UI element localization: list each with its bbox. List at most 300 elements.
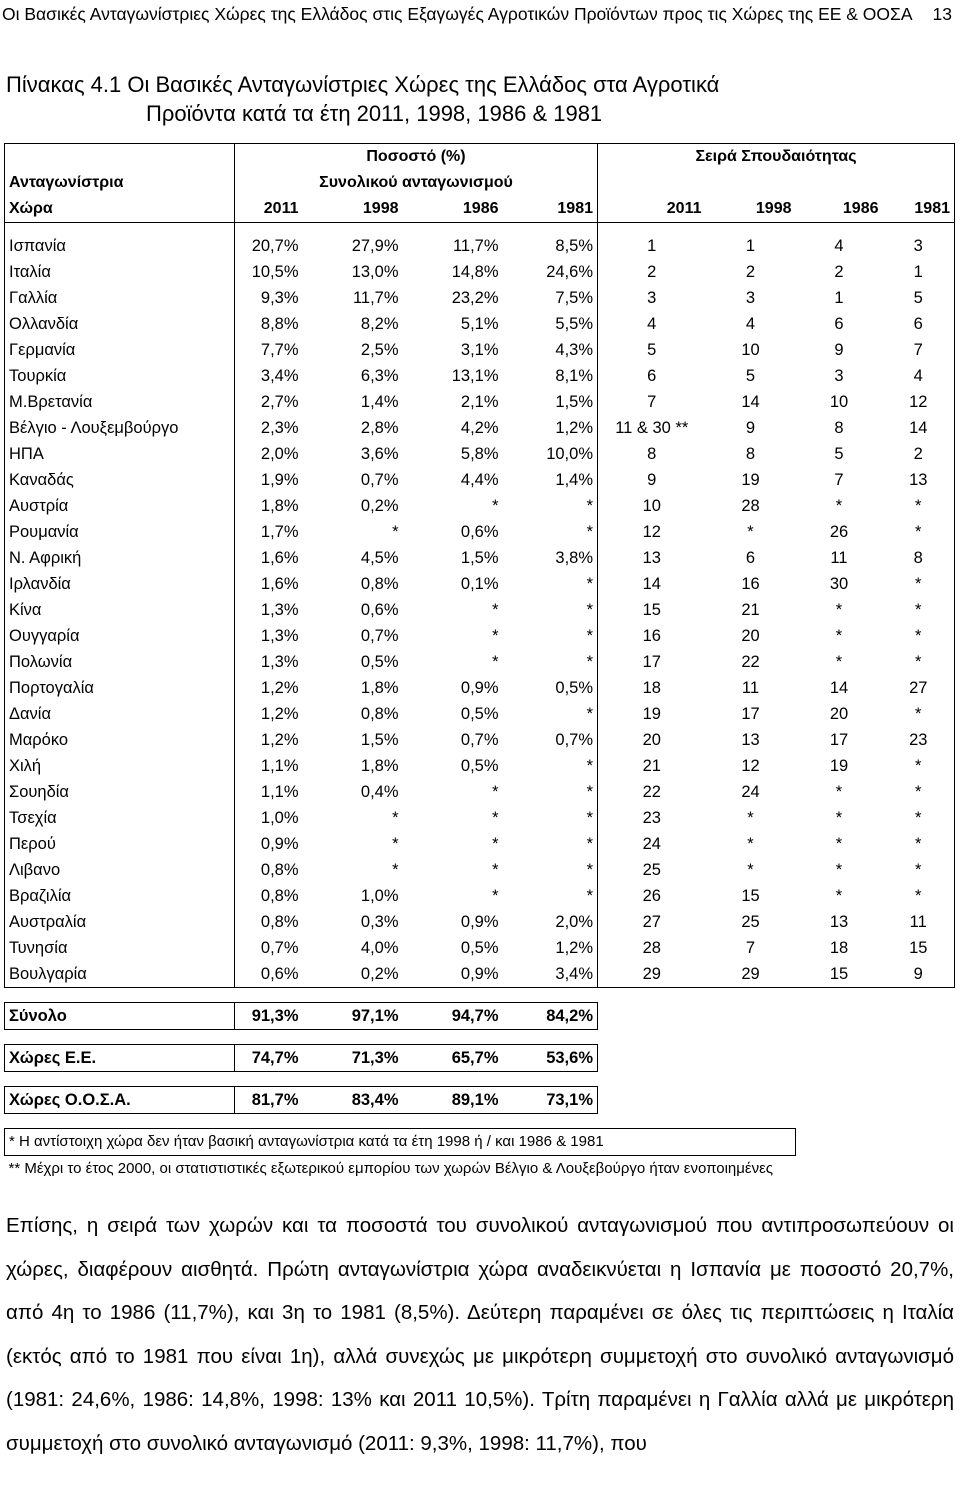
share-cell: 1,4%: [360, 393, 399, 411]
rank-cell: 26: [598, 883, 706, 909]
country-cell: Περού: [5, 831, 235, 857]
rank-cell: 8: [883, 545, 955, 571]
share-cell: 1,2%: [555, 419, 593, 437]
table-row: [5, 623, 955, 649]
table-row: [5, 883, 955, 909]
total-value: 84,2%: [503, 1003, 598, 1030]
share-cell: 1,6%: [235, 571, 303, 597]
rank-cell: 22: [741, 653, 760, 671]
total-value: 83,4%: [303, 1087, 403, 1114]
share-cell: 0,1%: [460, 575, 499, 593]
rank-cell: *: [883, 805, 955, 831]
footnote-row: [5, 1129, 955, 1156]
rank-cell: 29: [598, 961, 706, 988]
total-row: [5, 1003, 955, 1030]
share-cell: *: [586, 861, 593, 879]
rank-cell: *: [747, 809, 754, 827]
rank-cell: 13: [741, 731, 760, 749]
share-cell: 3,4%: [235, 363, 303, 389]
country-cell: Πορτογαλία: [5, 675, 235, 701]
total-value: 53,6%: [503, 1045, 598, 1072]
share-cell: 6,3%: [360, 367, 399, 385]
total-value: 73,1%: [503, 1087, 598, 1114]
header-year: 1998: [303, 196, 403, 223]
rank-cell: 7: [598, 389, 706, 415]
rank-cell: *: [883, 701, 955, 727]
rank-cell: 18: [829, 939, 849, 957]
rank-cell: 10: [741, 341, 760, 359]
rank-cell: *: [747, 523, 754, 541]
rank-cell: 19: [741, 471, 760, 489]
rank-cell: 17: [598, 649, 706, 675]
running-header: [0, 0, 956, 28]
total-value: 81,7%: [235, 1087, 303, 1114]
competitor-countries-table: [4, 143, 955, 1182]
rank-cell: 14: [598, 571, 706, 597]
header-year: 1986: [403, 196, 503, 223]
country-cell: Ολλανδία: [5, 311, 235, 337]
rank-cell: 17: [741, 705, 760, 723]
share-cell: *: [392, 861, 399, 879]
share-cell: 4,4%: [460, 471, 499, 489]
table-caption-line2: Προϊόντα κατά τα έτη 2011, 1998, 1986 & 1981: [146, 101, 603, 126]
share-cell: *: [586, 523, 593, 541]
share-cell: *: [492, 835, 499, 853]
rank-cell: 25: [598, 857, 706, 883]
share-cell: 11,7%: [352, 289, 399, 307]
share-cell: *: [586, 809, 593, 827]
share-cell: 0,8%: [360, 705, 399, 723]
rank-cell: 20: [741, 627, 760, 645]
footnote: ** Μέχρι το έτος 2000, οι στατιστιστικές εξωτερικού εμπορίου των χωρών Βέλγιο & Λουξεβούργο ήταν ενοποιημένες: [8, 1160, 774, 1177]
rank-cell: *: [883, 597, 955, 623]
rank-cell: 10: [829, 393, 849, 411]
table-row: [5, 285, 955, 311]
rank-cell: *: [835, 627, 843, 645]
rank-cell: 9: [598, 467, 706, 493]
rank-cell: 8: [745, 445, 756, 463]
rank-cell: *: [883, 649, 955, 675]
rank-cell: 3: [883, 233, 955, 259]
share-cell: 4,0%: [360, 939, 399, 957]
rank-cell: 5: [834, 445, 844, 463]
share-cell: 5,5%: [555, 315, 593, 333]
table-row: [5, 493, 955, 519]
share-cell: 2,0%: [235, 441, 303, 467]
share-cell: *: [392, 809, 399, 827]
total-value: 65,7%: [403, 1045, 503, 1072]
share-cell: 7,7%: [235, 337, 303, 363]
rank-cell: 6: [598, 363, 706, 389]
rank-cell: 14: [741, 393, 760, 411]
share-cell: 0,7%: [235, 935, 303, 961]
rank-cell: 23: [883, 727, 955, 753]
rank-cell: *: [883, 623, 955, 649]
share-cell: *: [492, 627, 499, 645]
share-cell: 1,3%: [235, 649, 303, 675]
table-row: [5, 571, 955, 597]
share-cell: 1,2%: [235, 675, 303, 701]
rank-cell: 15: [598, 597, 706, 623]
country-cell: Γαλλία: [5, 285, 235, 311]
rank-cell: *: [747, 861, 754, 879]
rank-cell: 21: [741, 601, 760, 619]
share-cell: *: [586, 705, 593, 723]
country-cell: Βραζιλία: [5, 883, 235, 909]
share-cell: 1,5%: [460, 549, 499, 567]
footnote: * Η αντίστοιχη χώρα δεν ήταν βασική ανταγωνίστρια κατά τα έτη 1998 ή / και 1986 & 1981: [5, 1129, 796, 1156]
share-cell: 0,4%: [360, 783, 399, 801]
share-cell: 8,8%: [235, 311, 303, 337]
share-cell: 8,5%: [555, 237, 593, 255]
share-cell: *: [586, 627, 593, 645]
header-year: 1998: [706, 196, 796, 223]
header-row-1: [5, 144, 955, 171]
rank-cell: 28: [741, 497, 760, 515]
rank-cell: 9: [883, 961, 955, 988]
share-cell: 2,5%: [360, 341, 399, 359]
rank-cell: 11: [741, 679, 760, 697]
share-cell: 0,9%: [460, 913, 499, 931]
table-row: [5, 389, 955, 415]
rank-cell: 14: [883, 415, 955, 441]
table-row: [5, 233, 955, 259]
share-cell: *: [392, 523, 399, 541]
share-cell: *: [392, 835, 399, 853]
rank-cell: *: [883, 753, 955, 779]
share-cell: *: [492, 887, 499, 905]
rank-cell: 9: [745, 419, 756, 437]
share-cell: *: [492, 861, 499, 879]
share-cell: 0,5%: [360, 653, 399, 671]
share-cell: 8,1%: [555, 367, 593, 385]
share-cell: 1,2%: [235, 701, 303, 727]
country-cell: Βέλγιο - Λουξεμβούργο: [5, 415, 235, 441]
country-cell: Μ.Βρετανία: [5, 389, 235, 415]
rank-cell: 11: [883, 909, 955, 935]
table-row: [5, 441, 955, 467]
share-cell: 1,4%: [555, 471, 593, 489]
share-cell: 2,8%: [360, 419, 399, 437]
rank-cell: 12: [741, 757, 760, 775]
rank-cell: 22: [598, 779, 706, 805]
share-cell: 1,5%: [555, 393, 593, 411]
rank-cell: 19: [598, 701, 706, 727]
rank-cell: *: [835, 601, 843, 619]
share-cell: *: [586, 601, 593, 619]
share-cell: 27,9%: [351, 237, 399, 255]
rank-cell: 16: [598, 623, 706, 649]
rank-cell: 12: [883, 389, 955, 415]
rank-cell: 6: [834, 315, 844, 333]
share-cell: 2,3%: [235, 415, 303, 441]
rank-cell: 10: [598, 493, 706, 519]
header-year: 1981: [503, 196, 598, 223]
header-country-line1: Ανταγωνίστρια: [5, 170, 235, 196]
share-cell: 0,6%: [235, 961, 303, 988]
rank-cell: 23: [598, 805, 706, 831]
share-cell: 1,2%: [235, 727, 303, 753]
share-cell: *: [586, 757, 593, 775]
share-cell: 0,8%: [235, 857, 303, 883]
country-cell: Χιλή: [5, 753, 235, 779]
total-value: 71,3%: [303, 1045, 403, 1072]
rank-cell: 2: [883, 441, 955, 467]
country-cell: Δανία: [5, 701, 235, 727]
share-cell: 0,6%: [460, 523, 499, 541]
rank-cell: 5: [883, 285, 955, 311]
rank-cell: 25: [741, 913, 760, 931]
country-cell: Αυστρία: [5, 493, 235, 519]
share-cell: *: [492, 497, 499, 515]
rank-cell: 1: [745, 237, 756, 255]
share-cell: *: [492, 601, 499, 619]
total-row: [5, 1045, 955, 1072]
share-cell: 14,8%: [451, 263, 499, 281]
table-row: [5, 649, 955, 675]
share-cell: *: [586, 783, 593, 801]
table-caption-label: Πίνακας 4.1: [6, 72, 122, 97]
share-cell: 3,1%: [460, 341, 499, 359]
rank-cell: 28: [598, 935, 706, 961]
rank-cell: *: [883, 857, 955, 883]
header-share-group: Ποσοστό (%): [235, 144, 598, 171]
table-row: [5, 259, 955, 285]
share-cell: 5,8%: [460, 445, 499, 463]
share-cell: 0,9%: [403, 961, 503, 988]
running-header-title: Οι Βασικές Ανταγωνίστριες Χώρες της Ελλάδος στις Εξαγωγές Αγροτικών Προϊόντων προς τις Χώρες της ΕΕ & ΟΟΣΑ: [2, 4, 913, 24]
rank-cell: 6: [745, 549, 756, 567]
rank-cell: 14: [829, 679, 849, 697]
share-cell: 3,8%: [555, 549, 593, 567]
total-label: Χώρες Ο.Ο.Σ.Α.: [5, 1087, 235, 1114]
share-cell: 11,7%: [452, 237, 499, 255]
country-cell: Ιρλανδία: [5, 571, 235, 597]
share-cell: *: [586, 887, 593, 905]
rank-cell: 8: [598, 441, 706, 467]
share-cell: *: [586, 653, 593, 671]
share-cell: 1,1%: [235, 779, 303, 805]
rank-cell: 7: [745, 939, 756, 957]
rank-cell: 5: [598, 337, 706, 363]
share-cell: *: [492, 809, 499, 827]
rank-cell: *: [835, 887, 843, 905]
total-row: [5, 1087, 955, 1114]
share-cell: 2,1%: [460, 393, 499, 411]
rank-cell: *: [883, 831, 955, 857]
share-cell: 9,3%: [235, 285, 303, 311]
rank-cell: 30: [829, 575, 849, 593]
share-cell: 0,7%: [360, 471, 399, 489]
rank-cell: 20: [598, 727, 706, 753]
share-cell: *: [492, 783, 499, 801]
rank-cell: *: [835, 497, 843, 515]
share-cell: 13,1%: [451, 367, 499, 385]
rank-cell: 18: [598, 675, 706, 701]
rank-cell: *: [747, 835, 754, 853]
rank-cell: 5: [745, 367, 756, 385]
share-cell: 23,2%: [451, 289, 499, 307]
footnote-row: [5, 1156, 955, 1183]
rank-cell: 3: [598, 285, 706, 311]
share-cell: 3,4%: [503, 961, 598, 988]
share-cell: 8,2%: [360, 315, 399, 333]
share-cell: *: [586, 497, 593, 515]
header-year: 2011: [598, 196, 706, 223]
country-cell: Πολωνία: [5, 649, 235, 675]
share-cell: *: [586, 835, 593, 853]
share-cell: 0,7%: [360, 627, 399, 645]
share-cell: 0,7%: [555, 731, 593, 749]
share-cell: 0,5%: [460, 705, 499, 723]
share-cell: 0,9%: [235, 831, 303, 857]
rank-cell: 6: [883, 311, 955, 337]
header-rank-group: Σειρά Σπουδαιότητας: [598, 144, 955, 171]
rank-cell: 16: [741, 575, 760, 593]
share-cell: 0,7%: [460, 731, 499, 749]
rank-cell: 4: [745, 315, 756, 333]
share-cell: 1,2%: [555, 939, 593, 957]
country-cell: Μαρόκο: [5, 727, 235, 753]
rank-cell: 3: [834, 367, 844, 385]
share-cell: 2,0%: [555, 913, 593, 931]
share-cell: 0,5%: [460, 939, 499, 957]
table-row: [5, 753, 955, 779]
share-cell: 0,2%: [303, 961, 403, 988]
rank-cell: 11: [830, 549, 848, 567]
rank-cell: 4: [598, 311, 706, 337]
rank-cell: 27: [883, 675, 955, 701]
country-cell: Κίνα: [5, 597, 235, 623]
rank-cell: 7: [834, 471, 844, 489]
country-cell: ΗΠΑ: [5, 441, 235, 467]
table-row: [5, 935, 955, 961]
total-label: Χώρες Ε.Ε.: [5, 1045, 235, 1072]
rank-cell: *: [883, 493, 955, 519]
total-value: 97,1%: [303, 1003, 403, 1030]
table-row: [5, 961, 955, 988]
header-year: 1986: [796, 196, 883, 223]
table-row: [5, 727, 955, 753]
rank-cell: 17: [829, 731, 849, 749]
share-cell: 13,0%: [351, 263, 399, 281]
header-year: 2011: [235, 196, 303, 223]
total-value: 91,3%: [235, 1003, 303, 1030]
share-cell: 1,0%: [360, 887, 399, 905]
rank-cell: 15: [796, 961, 883, 988]
table-row: [5, 311, 955, 337]
share-cell: 10,5%: [235, 259, 303, 285]
rank-cell: *: [883, 779, 955, 805]
table-caption-line1: Οι Βασικές Ανταγωνίστριες Χώρες της Ελλάδος στα Αγροτικά: [127, 72, 720, 97]
header-year: 1981: [883, 196, 955, 223]
rank-cell: 15: [883, 935, 955, 961]
rank-cell: 20: [829, 705, 849, 723]
rank-cell: 2: [834, 263, 844, 281]
rank-cell: 24: [598, 831, 706, 857]
share-cell: 1,8%: [235, 493, 303, 519]
rank-cell: 26: [829, 523, 849, 541]
rank-cell: 24: [741, 783, 760, 801]
rank-cell: 13: [829, 913, 849, 931]
rank-cell: 15: [741, 887, 760, 905]
table-row: [5, 909, 955, 935]
total-value: 74,7%: [235, 1045, 303, 1072]
country-cell: Γερμανία: [5, 337, 235, 363]
share-cell: 0,6%: [360, 601, 399, 619]
share-cell: 1,3%: [235, 623, 303, 649]
rank-cell: 21: [598, 753, 706, 779]
table-row: [5, 701, 955, 727]
table-row: [5, 831, 955, 857]
header-year-row: [5, 196, 955, 223]
share-cell: 10,0%: [546, 445, 593, 463]
share-cell: 1,0%: [235, 805, 303, 831]
share-cell: 0,2%: [360, 497, 399, 515]
rank-cell: 12: [598, 519, 706, 545]
table-row: [5, 779, 955, 805]
rank-cell: *: [883, 571, 955, 597]
share-cell: 0,5%: [460, 757, 499, 775]
share-cell: 4,5%: [360, 549, 399, 567]
share-cell: *: [586, 575, 593, 593]
country-cell: Ν. Αφρική: [5, 545, 235, 571]
total-label: Σύνολο: [5, 1003, 235, 1030]
country-cell: Ισπανία: [5, 233, 235, 259]
share-cell: 0,8%: [360, 575, 399, 593]
country-cell: Ουγγαρία: [5, 623, 235, 649]
country-cell: Τσεχία: [5, 805, 235, 831]
share-cell: 0,3%: [360, 913, 399, 931]
rank-cell: 8: [834, 419, 844, 437]
share-cell: 0,5%: [555, 679, 593, 697]
country-cell: Ιταλία: [5, 259, 235, 285]
table-row: [5, 545, 955, 571]
rank-cell: 1: [834, 289, 844, 307]
rank-cell: 7: [883, 337, 955, 363]
country-cell: Τουρκία: [5, 363, 235, 389]
share-cell: 3,6%: [360, 445, 399, 463]
rank-cell: 1: [598, 233, 706, 259]
header-row-2: [5, 170, 955, 196]
share-cell: 1,7%: [235, 519, 303, 545]
table-row: [5, 363, 955, 389]
rank-cell: *: [835, 835, 843, 853]
table-row: [5, 519, 955, 545]
share-cell: 4,2%: [460, 419, 499, 437]
rank-cell: 1: [883, 259, 955, 285]
rank-cell: 29: [706, 961, 796, 988]
page-number: 13: [932, 4, 952, 24]
country-cell: Καναδάς: [5, 467, 235, 493]
share-cell: 4,3%: [555, 341, 593, 359]
table-row: [5, 805, 955, 831]
share-cell: 7,5%: [555, 289, 593, 307]
table-caption: [6, 70, 946, 128]
share-cell: 2,7%: [235, 389, 303, 415]
rank-cell: *: [883, 519, 955, 545]
share-cell: 1,3%: [235, 597, 303, 623]
share-cell: 1,8%: [360, 679, 399, 697]
table-row: [5, 857, 955, 883]
total-value: 89,1%: [403, 1087, 503, 1114]
share-cell: 1,9%: [235, 467, 303, 493]
country-cell: Αυστραλία: [5, 909, 235, 935]
share-cell: 5,1%: [460, 315, 499, 333]
body-paragraph: Επίσης, η σειρά των χωρών και τα ποσοστά του συνολικού ανταγωνισμού που αντιπροσωπεύουν οι χώρες, διαφέρουν αισθητά. Πρώτη ανταγωνίστρια χώρα αναδεικνύεται η Ισπανία με ποσοστό 20,7%, από 4η το 1986 (11,7%), και 3η το 1981 (8,5%). Δεύτερη παραμένει σε όλες τις περιπτώσεις η Ιταλία (εκτός από το 1981 που είναι 1η), αλλά συνεχώς με μικρότερη συμμετοχή στο συνολικό ανταγωνισμό (1981: 24,6%, 1986: 14,8%, 1998: 13% και 2011 10,5%). Τρίτη παραμένει η Γαλλία αλλά με μικρότερη συμμετοχή στο συνολικό ανταγωνισμό (2011: 9,3%, 1998: 11,7%), που: [6, 1214, 954, 1455]
country-cell: Τυνησία: [5, 935, 235, 961]
rank-cell: 19: [829, 757, 849, 775]
